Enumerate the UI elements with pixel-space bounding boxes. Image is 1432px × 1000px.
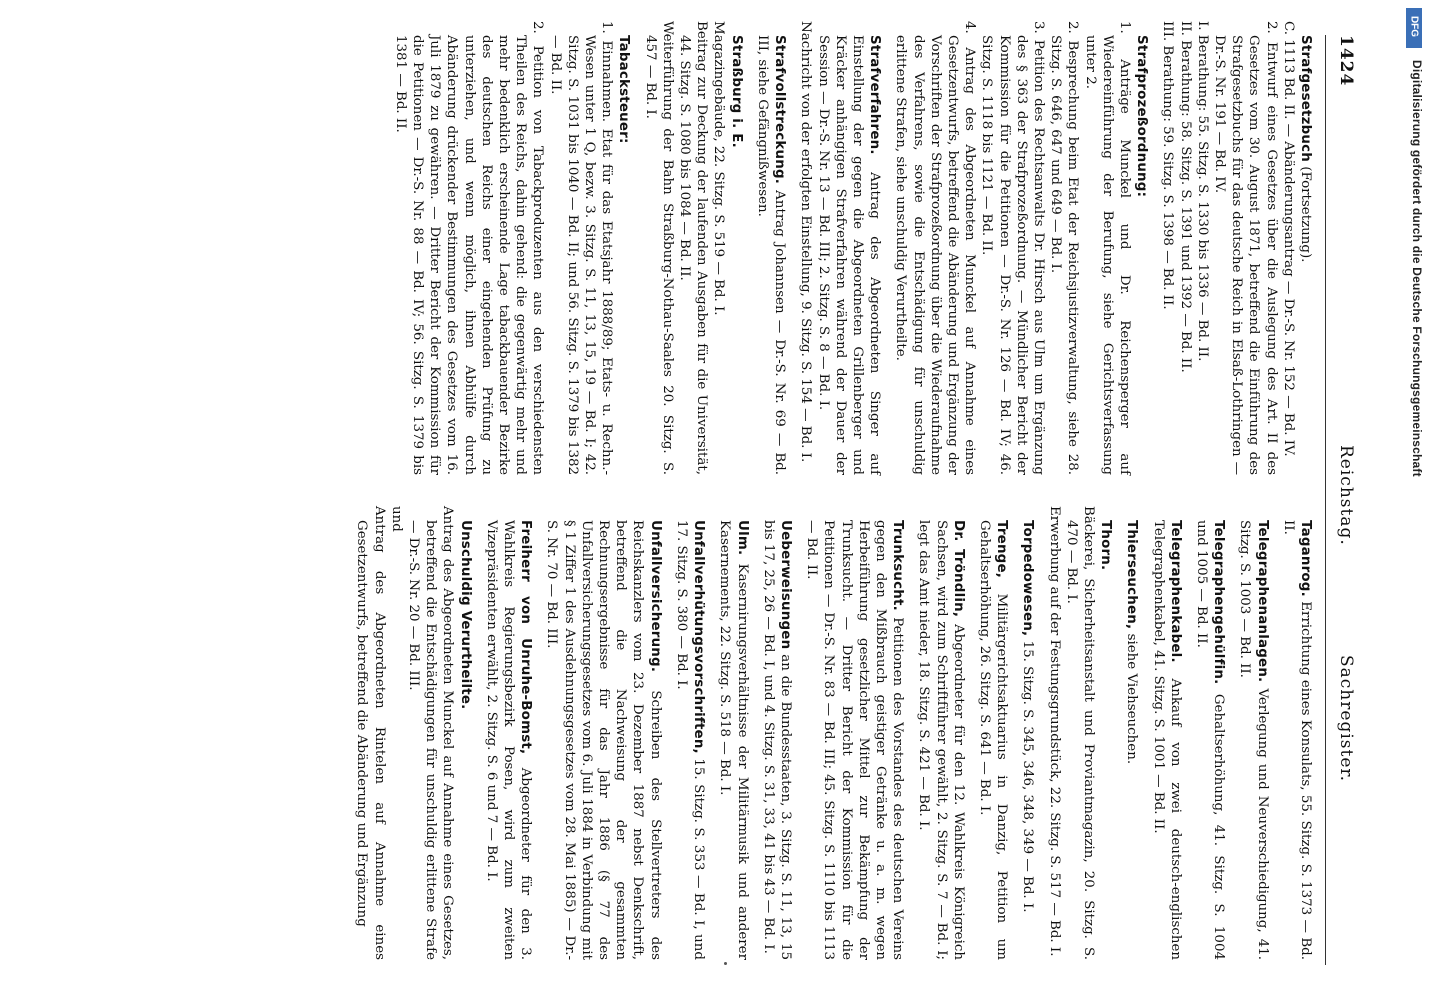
entry-line bbox=[1123, 520, 1140, 960]
entry-subitem: II. Berathung: 58. Sitzg. S. 1391 und 1392 — Bd. II. bbox=[1177, 21, 1193, 373]
dfg-credit-sidebar bbox=[1404, 15, 1426, 940]
entry-lemma: Unfallverhütungsvorschriften, bbox=[691, 520, 707, 754]
entry-text: 15. Sitzg. S. 353 — Bd. I, und 17. Sitzg. S. 380 — Bd. I. bbox=[673, 520, 707, 960]
entry-subitem: Weiterführung der Bahn Straßburg-Nothau-Saales 20. Sitzg. S. 457 — Bd. I. bbox=[642, 21, 675, 475]
index-entry bbox=[1236, 520, 1270, 960]
entry-subitem: 2. Entwurf eines Gesetzes über die Auslegung des Art. II des Gesetzes vom 30. August 1871, betreffend die Einführung des Strafgesetzbuchs für das deutsche Reich in Elsaß-Lothringen — Dr.-S. Nr. 191 — Bd. IV. bbox=[1211, 21, 1279, 475]
index-entry bbox=[760, 520, 794, 960]
entry-line bbox=[1097, 520, 1114, 960]
dfg-logo bbox=[1406, 8, 1422, 48]
entry-text: Antrag Johannsen — Dr.-S. Nr. 69 — Bd. III, siehe Gefängnißwesen. bbox=[754, 35, 788, 475]
index-entry bbox=[976, 520, 1010, 960]
entry-lemma: Trunksucht. bbox=[890, 520, 906, 611]
index-entry bbox=[1019, 520, 1036, 960]
index-entry bbox=[754, 35, 788, 475]
entry-subitem: Magazingebäude, 22. Sitzg. S. 519 — Bd. I. bbox=[711, 21, 727, 316]
entry-line bbox=[456, 520, 473, 960]
index-entry bbox=[1123, 520, 1140, 960]
entry-line bbox=[716, 520, 750, 960]
running-head-right: Sachregister. bbox=[1336, 655, 1356, 783]
index-entry bbox=[716, 520, 750, 960]
entry-text: 15. Sitzg. S. 345, 346, 348, 349 — Bd. I. bbox=[1020, 640, 1036, 913]
entry-subitem: Antrag des Abgeordneten Rintelen auf Annahme eines Gesetzentwurfs, betreffend die Abänderung und Ergänzung bbox=[354, 506, 387, 960]
entry-line bbox=[615, 35, 632, 475]
entry-lemma: Dr. Tröndlin, bbox=[950, 520, 966, 618]
entry-subitem: 4. Antrag des Abgeordneten Munckel auf Annahme eines Gesetzentwurfs, betreffend die Abänderung und Ergänzung der Vorschriften der Strafprozeßordnung über die Wiederaufnahme des Verfahrens, sowie die Entschädigung für unschuldig erlittene Strafen, siehe unschuldig Verurtheilte. bbox=[893, 21, 978, 475]
entry-line bbox=[814, 35, 883, 475]
entry-subitem: III. Berathung: 59. Sitzg. S. 1398 — Bd. II. bbox=[1160, 21, 1176, 310]
entry-lemma: Ueberweisungen bbox=[777, 520, 793, 650]
index-entry bbox=[797, 21, 883, 475]
entry-lemma: Strafgesetzbuch bbox=[1298, 35, 1313, 163]
entry-line bbox=[1133, 35, 1150, 475]
entry-subitem: Bäckerei, Sicherheitsanstalt und Proviantmagazin, 20. Sitzg. S. 470 — Bd. I. bbox=[1063, 506, 1096, 960]
entry-text: siehe Viehseuchen. bbox=[1124, 633, 1140, 765]
entry-text: Schreiben des Stellvertreters des Reichskanzlers vom 23. Dezember 1887 nebst Denkschrift, betreffend die Nachweisung der gesammten Rechnungsergebnisse für das Jahr 1886 (§ 77 des Unfallversicherungsgesetzes vom 6. Juli 1884 in Verbindung mit § 1 Ziffer 1 des Ausdehnungsgesetzes vom 28. Mai 1885) — Dr.-S. Nr. 70 — Bd. III. bbox=[544, 520, 663, 960]
index-entry bbox=[673, 520, 707, 960]
entry-subitem: 1. Anträge Munckel und Dr. Reichensperger auf Wiedereinführung der Berufung, siehe Gerichtsverfassung unter 2. bbox=[1082, 21, 1132, 475]
entry-text: Gehaltserhöhung, 41. Sitzg. S. 1004 und 1005 — Bd. II. bbox=[1193, 520, 1227, 960]
entry-line bbox=[915, 520, 967, 960]
entry-lemma: Strafverfahren. bbox=[867, 35, 883, 155]
entry-text: Kasernirungsverhältnisse der Militärmusik und anderer Kasernements, 22. Sitzg. S. 518 — Bd. I. bbox=[717, 520, 750, 960]
entry-text: Militärgerichtsaktuarius in Danzig, Petition um Gehaltserhöhung, 26. Sitzg. S. 641 — Bd. I. bbox=[976, 520, 1010, 960]
index-entry bbox=[803, 520, 906, 960]
index-entry bbox=[1193, 520, 1227, 960]
entry-subitem: Nachricht von der erfolgten Einstellung, 9. Sitzg. S. 154 — Bd. I. bbox=[798, 21, 814, 463]
entry-subitem: 2. Besprechung beim Etat der Reichsjustizverwaltung, siehe 28. Sitzg. S. 646, 647 und 649 — Bd. I. bbox=[1048, 21, 1081, 475]
entry-lemma: Torpedowesen, bbox=[1020, 520, 1036, 637]
entry-subitem: Beitrag zur Deckung der laufenden Ausgaben für die Universität, 44. Sitzg. S. 1080 bis 1084 — Bd. II. bbox=[677, 21, 710, 475]
entry-line bbox=[1236, 520, 1270, 960]
index-entry bbox=[915, 520, 967, 960]
entry-text: an die Bundesstaaten, 3. Sitzg. S. 11, 13, 15 bis 17, 25, 26 — Bd. I, und 4. Sitzg. S. 31, 33, 41 bis 43 — Bd. I. bbox=[760, 520, 793, 960]
entry-lemma: Telegraphenanlagen. bbox=[1254, 520, 1270, 683]
right-column bbox=[344, 506, 1314, 961]
entry-line bbox=[976, 520, 1010, 960]
entry-text: Errichtung eines Konsulats, 55. Sitzg. S. 1373 — Bd. II. bbox=[1280, 520, 1313, 960]
page-number: 1424 bbox=[1336, 35, 1356, 87]
entry-lemma: Freiherr von Unruhe-Bomst, bbox=[518, 520, 534, 755]
entry-lemma: Ulm. bbox=[734, 520, 750, 556]
index-entry bbox=[892, 21, 1150, 475]
entry-text: Abgeordneter für den 12. Wahlkreis Königreich Sachsen, wird zum Schriftführer gewählt, 2. Sitzg. S. 7 — Bd. I; legt das Amt nieder, 18. Sitzg. S. 421 — Bd. I. bbox=[916, 520, 966, 960]
entry-subitem: Erwerbung auf der Festungsgrundstück, 22. Sitzg. S. 517 — Bd. I. bbox=[1046, 506, 1062, 957]
left-column bbox=[383, 21, 1314, 475]
entry-line bbox=[1149, 520, 1183, 960]
dfg-logo-text: DFG bbox=[1408, 15, 1420, 38]
entry-subitem: 1. Einnahmen. Etat für das Etatsjahr 1888/89; Etats- u. Rechn.-Wesen unter 1 Q, bezw. 3. Sitzg. S. 11, 13, 15, 19 — Bd. I; 42. Sitzg. S. 1031 bis 1040 — Bd. II; und 56. Sitzg. S. 1379 bis 1382 — Bd. II. bbox=[547, 21, 615, 475]
entry-line bbox=[543, 520, 663, 960]
entry-lemma: Thierseuchen, bbox=[1124, 520, 1140, 630]
entry-lemma: Telegraphengehülfin. bbox=[1211, 520, 1227, 685]
index-entry bbox=[1159, 21, 1314, 475]
entry-line bbox=[1297, 35, 1314, 475]
entry-subitem: I. Berathung: 55. Sitzg. S. 1330 bis 1336 — Bd. II. bbox=[1194, 21, 1210, 362]
entry-lemma: Unschuldig Verurtheilte. bbox=[457, 520, 473, 710]
entry-line bbox=[760, 520, 794, 960]
dfg-credit-text: Digitalisierung gefördert durch die Deutsche Forschungsgemeinschaft bbox=[1410, 60, 1424, 477]
index-entry bbox=[483, 520, 535, 960]
entry-line bbox=[1193, 520, 1227, 960]
entry-lemma: Taganrog. bbox=[1298, 520, 1313, 597]
entry-lemma: Straßburg i. E. bbox=[728, 35, 744, 148]
entry-text: Abgeordneter für den 3. Wahlkreis Regierungsbezirk Posen, wird zum zweiten Vizepräsidenten erwählt, 2. Sitzg. S. 6 und 7 — Bd. I. bbox=[483, 520, 534, 960]
index-entry bbox=[392, 21, 633, 475]
entry-line bbox=[1280, 520, 1314, 960]
entry-text: Ankauf von zwei deutsch-englischen Telegraphenkabel, 41. Sitzg. S. 1001 — Bd. II. bbox=[1150, 520, 1183, 960]
entry-line bbox=[803, 520, 906, 960]
scanned-page bbox=[46, 5, 1386, 995]
page-header bbox=[1332, 5, 1356, 995]
index-entry bbox=[1045, 506, 1114, 960]
entry-line bbox=[754, 35, 788, 475]
entry-lemma: Unfallversicherung. bbox=[647, 520, 663, 673]
entry-subitem: C. 1113 Bd. II. — Abänderungsantrag — Dr.-S. Nr. 152 — Bd. IV. bbox=[1280, 21, 1296, 457]
entry-line bbox=[483, 520, 535, 960]
entry-lemma: Thorn. bbox=[1098, 520, 1114, 571]
index-entry bbox=[353, 506, 473, 960]
entry-subitem: 3. Petition des Rechtsanwalts Dr. Hirsch aus Ulm um Ergänzung des § 363 der Strafprozeßordnung. — Mündlicher Bericht der Kommission für die Petitionen — Dr.-S. Nr. 126 — Bd. IV; 46. Sitzg. S. 1118 bis 1121 — Bd. II. bbox=[979, 21, 1046, 475]
index-entry bbox=[641, 21, 744, 475]
entry-lemma: Tabacksteuer: bbox=[616, 35, 632, 144]
running-head-left: Reichstag. bbox=[1336, 445, 1356, 546]
entry-subitem: 2. Petition von Tabackproduzenten aus den verschiedensten Theilen des Reichs, dahin gehend: die gegenwärtig mehr und mehr bedenklich erscheinende Lage tabackbauender Bezirke des deutschen Reichs einer eingehenden Prüfung zu unterziehen, und wenn möglich, ihnen Abhülfe durch Abänderung drückender Bestimmungen des Gesetzes vom 16. Juli 1879 zu gewähren. — Dritter Bericht der Kommission für die Petitionen — Dr.-S. Nr. 88 — Bd. IV; 56. Sitzg. S. 1379 bis 1381 — Bd. II. bbox=[392, 21, 546, 475]
entry-subitem: Antrag des Abgeordneten Munckel auf Annahme eines Gesetzes, betreffend die Entschädigungen für unschuldig erlittene Strafe — Dr.-S. Nr. 20 — Bd. III. bbox=[406, 506, 456, 960]
index-entry bbox=[1149, 520, 1183, 960]
entry-line bbox=[728, 35, 745, 475]
entry-lemma: Telegraphenkabel. bbox=[1167, 520, 1183, 663]
entry-text: (Fortsetzung). bbox=[1298, 166, 1313, 263]
index-entry bbox=[1280, 520, 1314, 960]
entry-lemma: Trenge, bbox=[994, 520, 1010, 579]
entry-text: Verlegung und Neuverschiedigung, 41. Sitzg. S. 1003 — Bd. II. bbox=[1237, 520, 1270, 960]
entry-subitem: und bbox=[388, 506, 404, 532]
entry-lemma: Strafprozeßordnung: bbox=[1134, 35, 1150, 198]
scan-speck bbox=[724, 962, 727, 965]
index-entry bbox=[543, 520, 663, 960]
entry-lemma: Strafvollstreckung. bbox=[772, 35, 788, 185]
header-rule bbox=[1325, 35, 1326, 965]
entry-text: Petitionen des Vorstandes des deutschen Vereins gegen den Mißbrauch geistiger Getränke u. a. m. wegen Herbeiführung gesetzlicher Mittel zur Bekämpfung der Trunksucht. — Dritter Bericht der Kommission für die Petitionen — Dr.-S. Nr. 83 — Bd. III; 45. Sitzg. S. 1110 bis 1113 — Bd. II. bbox=[804, 520, 906, 961]
entry-line bbox=[673, 520, 707, 960]
entry-text: Antrag des Abgeordneten Singer auf Einstellung der gegen die Abgeordneten Grillenberger und Kräcker anhängigen Strafverfahren während der Dauer der Session — Dr.-S. Nr. 13 — Bd. III; 2. Sitzg. S. 8 — Bd. I. bbox=[815, 35, 883, 475]
entry-line bbox=[1019, 520, 1036, 960]
